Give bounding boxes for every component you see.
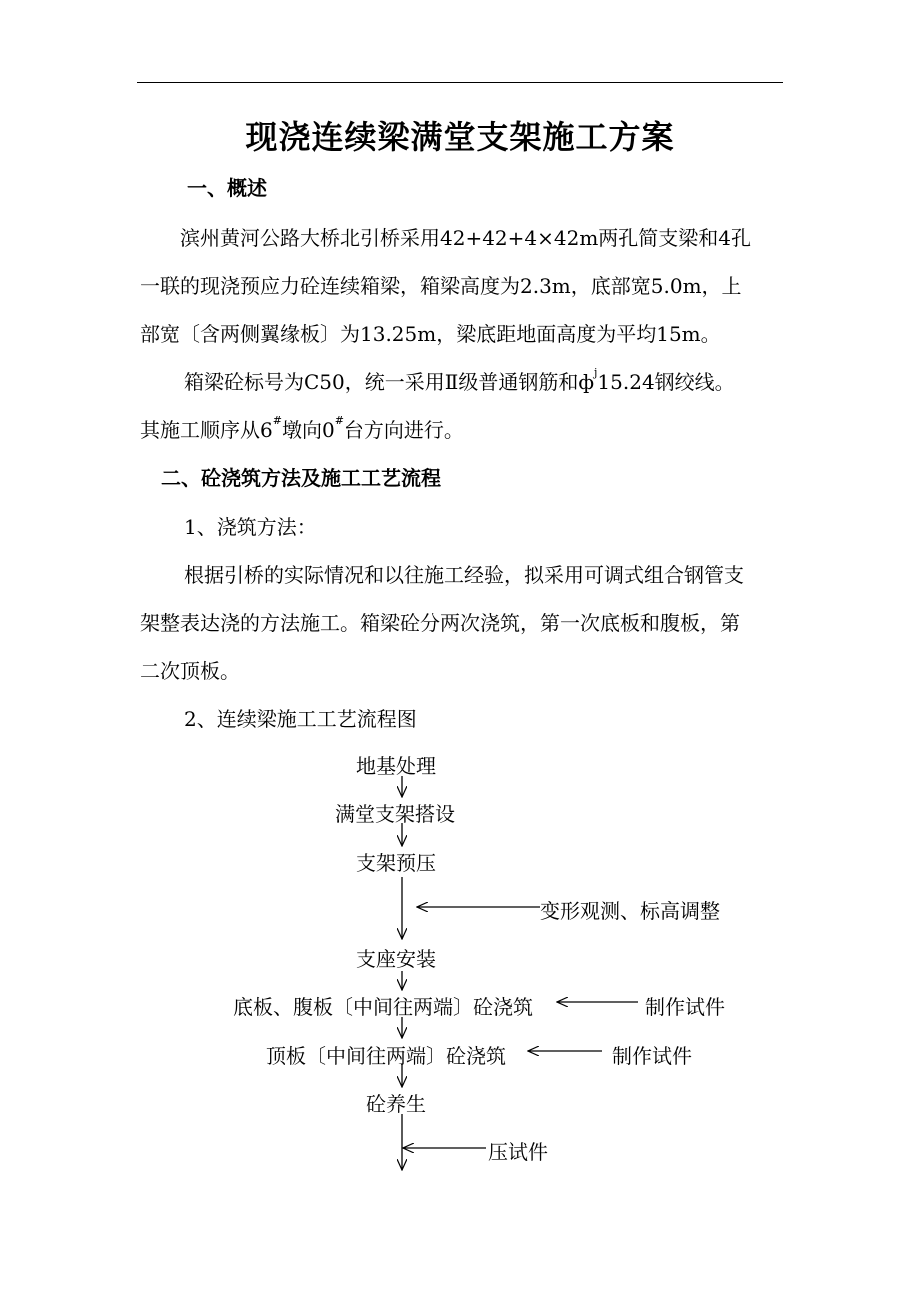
para2-superscript: j — [594, 366, 598, 379]
section-heading-overview: 一、概述 — [187, 176, 267, 200]
flow-input-test: 压试件 — [488, 1140, 548, 1164]
flow-input-deformation: 变形观测、标高调整 — [540, 899, 720, 923]
method-line-2: 架整表达浇的方法施工。箱梁砼分两次浇筑，第一次底板和腹板，第 — [140, 611, 740, 635]
para2-text-b: 15.24钢绞线。 — [597, 370, 735, 394]
method-line-3: 二次顶板。 — [140, 659, 240, 683]
flow-input-specimen-2: 制作试件 — [612, 1044, 692, 1068]
method-line-1: 根据引桥的实际情况和以往施工经验，拟采用可调式组合钢管支 — [184, 563, 744, 587]
flow-step-top-pour: 顶板〔中间往两端〕砼浇筑 — [266, 1044, 506, 1068]
order-text-b: 墩向0 — [281, 418, 335, 442]
flow-input-specimen-1: 制作试件 — [645, 995, 725, 1019]
flow-step-bottom-web-pour: 底板、腹板〔中间往两端〕砼浇筑 — [233, 995, 533, 1019]
order-sup-2: # — [334, 414, 344, 427]
flow-step-foundation: 地基处理 — [356, 754, 436, 778]
order-sup-1: # — [272, 414, 282, 427]
flow-step-scaffold: 满堂支架搭设 — [335, 802, 455, 826]
overview-line-3: 部宽〔含两侧翼缘板〕为13.25m，梁底距地面高度为平均15m。 — [140, 322, 721, 346]
order-text-a: 其施工顺序从6 — [140, 418, 273, 442]
document-title: 现浇连续梁满堂支架施工方案 — [245, 118, 675, 156]
flow-step-bearing: 支座安装 — [356, 947, 436, 971]
subheading-pouring-method: 1、浇筑方法： — [184, 515, 317, 539]
order-text-c: 台方向进行。 — [343, 418, 464, 442]
overview-line-1: 滨州黄河公路大桥北引桥采用42+42+4×42m两孔简支梁和4孔 — [180, 226, 752, 250]
para2-text-a: 箱梁砼标号为C50，统一采用Ⅱ级普通钢筋和ф — [184, 370, 594, 394]
flow-step-curing: 砼养生 — [366, 1092, 426, 1116]
section-heading-process: 二、砼浇筑方法及施工工艺流程 — [161, 466, 441, 490]
overview-line-2: 一联的现浇预应力砼连续箱梁，箱梁高度为2.3m，底部宽5.0m，上 — [140, 274, 742, 298]
subheading-flowchart: 2、连续梁施工工艺流程图 — [184, 707, 417, 731]
flow-step-preload: 支架预压 — [356, 851, 436, 875]
